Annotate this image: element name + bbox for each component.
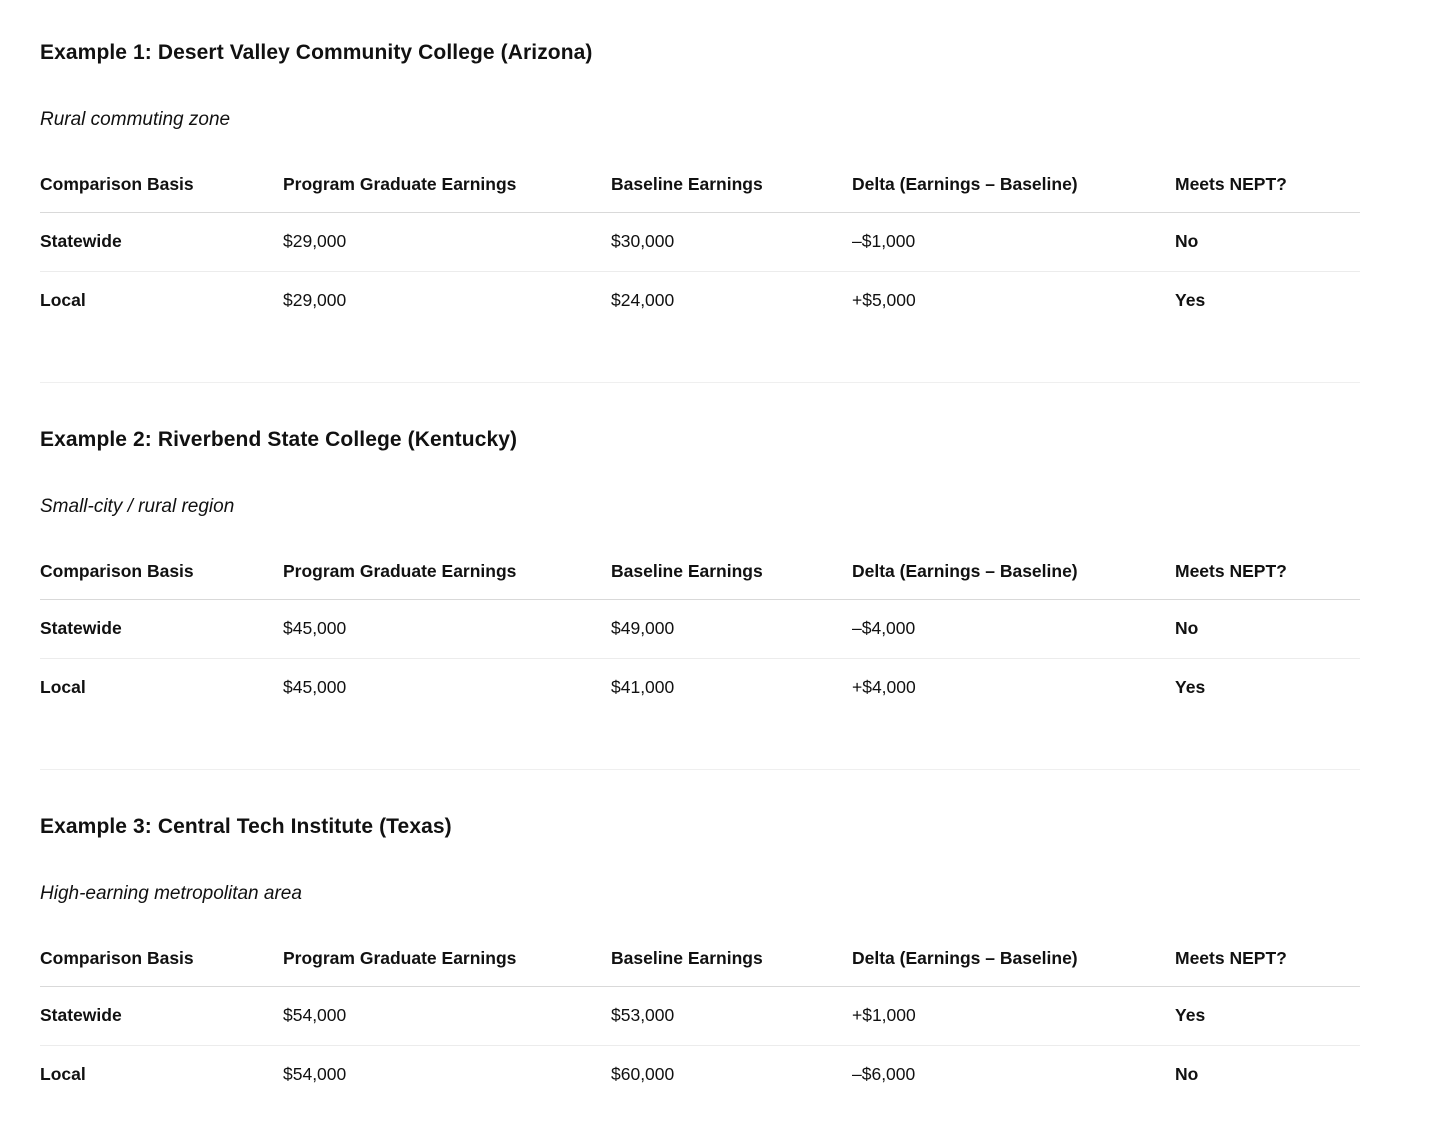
cell-meets-nept: No — [1175, 599, 1360, 658]
header-comparison-basis: Comparison Basis — [40, 166, 283, 212]
header-meets-nept: Meets NEPT? — [1175, 940, 1360, 986]
cell-program-earnings: $54,000 — [283, 986, 611, 1045]
cell-meets-nept: No — [1175, 1064, 1199, 1084]
cell-program-earnings: $29,000 — [283, 290, 347, 310]
table-header-row — [40, 553, 1360, 599]
header-comparison-basis: Comparison Basis — [40, 553, 283, 599]
cell-meets-nept: Yes — [1175, 290, 1206, 310]
section-title: Example 3: Central Tech Institute (Texas) — [40, 815, 452, 838]
cell-basis: Local — [40, 677, 86, 697]
header-delta: Delta (Earnings – Baseline) — [852, 940, 1175, 986]
cell-delta: –$1,000 — [852, 212, 1175, 271]
cell-basis: Statewide — [40, 986, 283, 1045]
cell-delta: +$1,000 — [852, 986, 1175, 1045]
section-title: Example 1: Desert Valley Community College (Arizona) — [40, 41, 593, 64]
section-subtitle: Small-city / rural region — [40, 496, 235, 517]
table-row — [40, 1045, 1360, 1104]
table-row — [40, 599, 1360, 658]
cell-baseline-earnings: $53,000 — [611, 986, 852, 1045]
cell-baseline-earnings: $41,000 — [611, 677, 675, 697]
cell-baseline-earnings: $30,000 — [611, 212, 852, 271]
section-divider — [40, 769, 1360, 770]
table-row — [40, 658, 1360, 717]
earnings-comparison-table — [40, 553, 1360, 717]
cell-basis: Statewide — [40, 599, 283, 658]
header-baseline-earnings: Baseline Earnings — [611, 940, 852, 986]
cell-delta: –$6,000 — [852, 1064, 916, 1084]
header-meets-nept: Meets NEPT? — [1175, 166, 1360, 212]
cell-meets-nept: No — [1175, 212, 1360, 271]
cell-program-earnings: $29,000 — [283, 212, 611, 271]
cell-meets-nept: Yes — [1175, 677, 1206, 697]
cell-program-earnings: $45,000 — [283, 599, 611, 658]
table-row — [40, 212, 1360, 271]
header-program-graduate-earnings: Program Graduate Earnings — [283, 553, 611, 599]
cell-baseline-earnings: $60,000 — [611, 1064, 675, 1084]
earnings-comparison-table — [40, 166, 1360, 330]
header-comparison-basis: Comparison Basis — [40, 940, 283, 986]
header-program-graduate-earnings: Program Graduate Earnings — [283, 940, 611, 986]
header-delta: Delta (Earnings – Baseline) — [852, 166, 1175, 212]
section-divider — [40, 382, 1360, 383]
section-subtitle: High-earning metropolitan area — [40, 883, 302, 904]
cell-program-earnings: $54,000 — [283, 1064, 347, 1084]
header-program-graduate-earnings: Program Graduate Earnings — [283, 166, 611, 212]
cell-meets-nept: Yes — [1175, 986, 1360, 1045]
table-header-row — [40, 940, 1360, 986]
cell-basis: Statewide — [40, 212, 283, 271]
table-header-row — [40, 166, 1360, 212]
cell-program-earnings: $45,000 — [283, 677, 347, 697]
cell-basis: Local — [40, 1064, 86, 1084]
header-baseline-earnings: Baseline Earnings — [611, 553, 852, 599]
header-baseline-earnings: Baseline Earnings — [611, 166, 852, 212]
cell-baseline-earnings: $24,000 — [611, 290, 675, 310]
cell-delta: +$5,000 — [852, 290, 916, 310]
table-row — [40, 271, 1360, 330]
section-title: Example 2: Riverbend State College (Kentucky) — [40, 428, 518, 451]
header-delta: Delta (Earnings – Baseline) — [852, 553, 1175, 599]
header-meets-nept: Meets NEPT? — [1175, 553, 1360, 599]
cell-baseline-earnings: $49,000 — [611, 599, 852, 658]
cell-basis: Local — [40, 290, 86, 310]
table-row — [40, 986, 1360, 1045]
earnings-comparison-table — [40, 940, 1360, 1104]
cell-delta: +$4,000 — [852, 677, 916, 697]
cell-delta: –$4,000 — [852, 599, 1175, 658]
section-subtitle: Rural commuting zone — [40, 109, 231, 130]
